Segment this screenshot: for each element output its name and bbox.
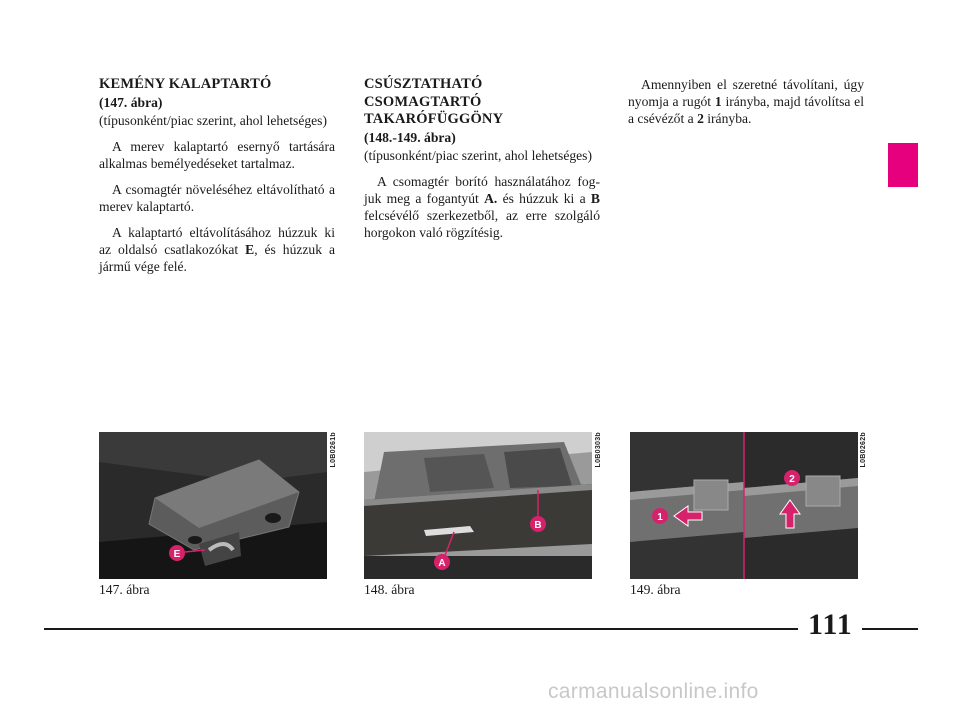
figure-reference: (148.-149. ábra) [364, 129, 456, 145]
callout-1: 1 [657, 512, 663, 523]
callout-2: 2 [789, 474, 795, 485]
section-tab [888, 143, 918, 187]
figure-caption: 148. ábra [364, 582, 415, 597]
figure-caption: 147. ábra [99, 582, 150, 597]
paragraph: A kalaptartó eltávolításához húzzuk ki az oldalsó csatlakozókat E, és húzzuk a jármű vége felé. [99, 224, 335, 274]
paragraph: Amennyiben el szeretné távolítani, úgy nyomja a rugót 1 irányba, majd távolítsa el a csévézőt a 2 irányba. [628, 77, 864, 126]
availability-note: (típusonként/piac szerint, ahol lehetséges) [364, 147, 593, 163]
callout-b: B [534, 520, 542, 531]
watermark: carmanualsonline.info [548, 680, 759, 703]
figure-code: L0B0261b [330, 432, 337, 468]
callout-e: E [173, 549, 181, 560]
availability-note: (típusonként/piac szerint, ahol lehetséges) [99, 112, 328, 128]
figure-149 [630, 432, 858, 579]
figure-148 [364, 432, 592, 579]
column-sliding-cover [364, 76, 600, 241]
figure-code: L0B0262b [860, 432, 867, 468]
figure-caption: 149. ábra [630, 582, 681, 597]
column-removal [628, 76, 864, 127]
paragraph: A merev kalaptartó esernyő tartására alkalmas bemélyedéseket tartalmaz. [99, 138, 335, 171]
section-title: KEMÉNY KALAPTARTÓ [99, 76, 272, 92]
callout-a: A [438, 558, 446, 569]
section-title: CSÚSZTATHATÓ CSOMAGTARTÓ TAKARÓFÜGGÖNY [364, 76, 504, 127]
figure-code: L0B0303b [595, 432, 602, 468]
paragraph: A csomagtér borító használatához fog-juk meg a fogantyút A. és húzzuk ki a B felcsévélő szerkezetből, az erre szolgáló horgokon való rögzítésig. [364, 173, 600, 240]
footer-rule [862, 628, 918, 630]
page-number: 111 [808, 608, 853, 641]
figure-reference: (147. ábra) [99, 94, 163, 110]
label-e: E [245, 241, 255, 257]
paragraph: A csomagtér növeléséhez eltávolítható a merev kalaptartó. [99, 181, 335, 214]
column-hard-parcel-shelf [99, 76, 335, 275]
footer-rule [44, 628, 798, 630]
figure-147 [99, 432, 327, 579]
